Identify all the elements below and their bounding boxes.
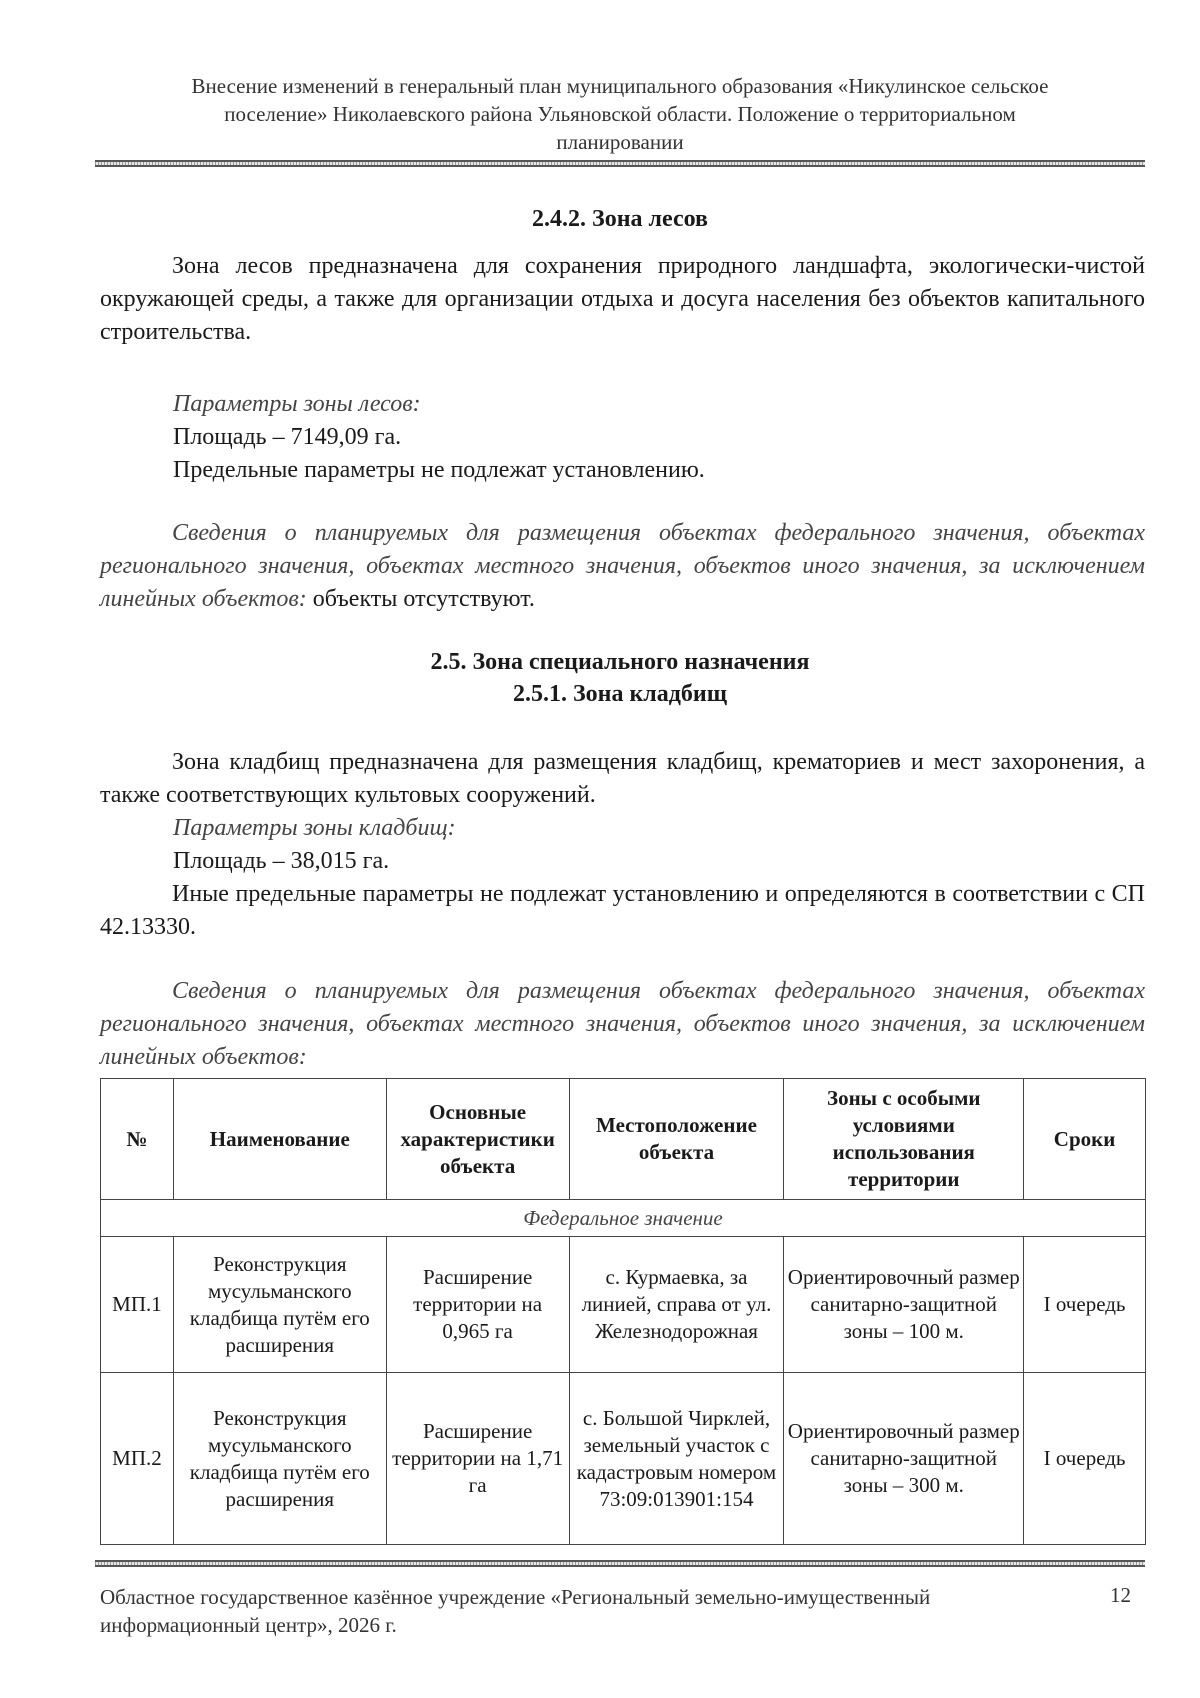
cell-characteristics: Расширение территории на 0,965 га — [386, 1237, 569, 1373]
cell-number: МП.2 — [101, 1373, 174, 1545]
header-line-3: планировании — [556, 130, 684, 154]
header-rule — [95, 160, 1145, 167]
table-group-row — [101, 1200, 1146, 1237]
col-header-number: № — [101, 1079, 174, 1200]
cemeteries-purpose-text: Зона кладбищ предназначена для размещения кладбищ, крематориев и мест захоронения, а также соответствующих культовых сооружений. — [100, 749, 1145, 808]
table-row — [101, 1373, 1146, 1545]
col-header-location: Местоположение объекта — [569, 1079, 784, 1200]
cemeteries-params-label: Параметры зоны кладбищ: — [173, 815, 456, 841]
footer-rule — [95, 1560, 1145, 1567]
table-row — [101, 1237, 1146, 1373]
forests-objects-value: объекты отсутствуют. — [306, 586, 535, 612]
cemeteries-area: Площадь – 38,015 га. — [173, 848, 390, 874]
forests-purpose-text: Зона лесов предназначена для сохранения природного ландшафта, экологически-чистой окружающей среды, а также для организации отдыха и досуга населения без объектов капитального строительства. — [100, 253, 1145, 345]
cell-number: МП.1 — [101, 1237, 174, 1373]
cell-zones: Ориентировочный размер санитарно-защитной зоны – 100 м. — [784, 1237, 1024, 1373]
forests-objects-intro: Сведения о планируемых для размещения объектах федерального значения, объектах регионального значения, объектах местного значения, объектов иного значения, за исключением линейных объектов: — [100, 520, 1145, 612]
cemeteries-limits-paragraph — [100, 878, 1145, 944]
header-line-2: поселение» Николаевского района Ульяновской области. Положение о территориальном — [224, 102, 1016, 126]
cemeteries-objects-paragraph — [100, 975, 1145, 1074]
cell-zones: Ориентировочный размер санитарно-защитной зоны – 300 м. — [784, 1373, 1024, 1545]
table-header-row — [101, 1079, 1146, 1200]
cemeteries-limits-text: Иные предельные параметры не подлежат установлению и определяются в соответствии с СП 42.13330. — [100, 881, 1145, 940]
forests-area: Площадь – 7149,09 га. — [173, 424, 402, 450]
section-heading-cemeteries: 2.5.1. Зона кладбищ — [512, 681, 728, 707]
col-header-characteristics: Основные характеристики объекта — [386, 1079, 569, 1200]
running-footer — [100, 1583, 1100, 1639]
cell-terms: I очередь — [1024, 1237, 1146, 1373]
cell-location: с. Курмаевка, за линией, справа от ул. Железнодорожная — [569, 1237, 784, 1373]
cell-location: с. Большой Чирклей, земельный участок с кадастровым номером 73:09:013901:154 — [569, 1373, 784, 1545]
col-header-zones: Зоны с особыми условиями использования территории — [784, 1079, 1024, 1200]
cell-characteristics: Расширение территории на 1,71 га — [386, 1373, 569, 1545]
page-number: 12 — [1110, 1583, 1131, 1607]
cemeteries-objects-intro: Сведения о планируемых для размещения объектах федерального значения, объектах регионального значения, объектах местного значения, объектов иного значения, за исключением линейных объектов: — [100, 978, 1145, 1070]
cell-name: Реконструкция мусульманского кладбища путём его расширения — [173, 1373, 386, 1545]
group-label-federal: Федеральное значение — [101, 1200, 1146, 1237]
section-heading-forests: 2.4.2. Зона лесов — [532, 206, 708, 232]
planned-objects-table — [100, 1078, 1146, 1545]
footer-line-1: Областное государственное казённое учреждение «Региональный земельно-имущественный — [100, 1585, 931, 1609]
cell-name: Реконструкция мусульманского кладбища путём его расширения — [173, 1237, 386, 1373]
forests-params-label: Параметры зоны лесов: — [173, 391, 421, 417]
header-line-1: Внесение изменений в генеральный план муниципального образования «Никулинское сельское — [191, 74, 1049, 98]
forests-purpose-paragraph — [100, 250, 1145, 349]
forests-objects-paragraph — [100, 517, 1145, 616]
forests-limits: Предельные параметры не подлежат установлению. — [173, 457, 705, 483]
section-heading-special: 2.5. Зона специального назначения — [430, 649, 810, 675]
running-header — [95, 72, 1145, 156]
col-header-terms: Сроки — [1024, 1079, 1146, 1200]
cell-terms: I очередь — [1024, 1373, 1146, 1545]
cemeteries-purpose-paragraph — [100, 746, 1145, 812]
col-header-name: Наименование — [173, 1079, 386, 1200]
footer-line-2: информационный центр», 2026 г. — [100, 1613, 397, 1637]
